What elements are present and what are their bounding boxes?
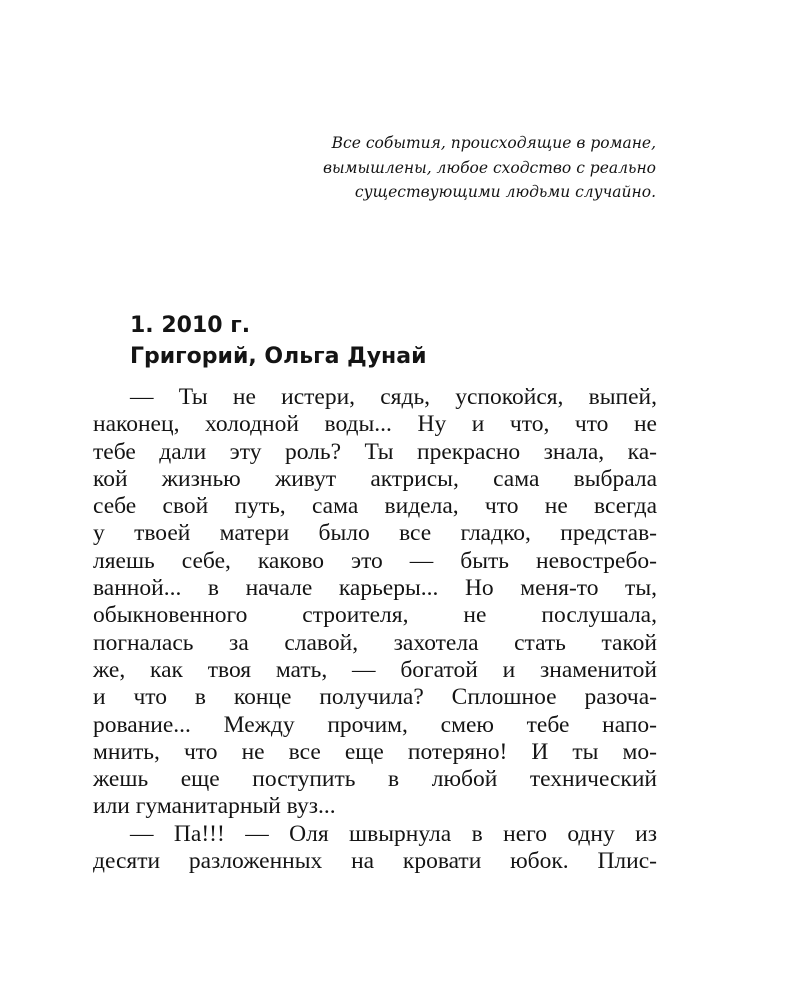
epigraph-line: существующими людьми случайно.	[354, 183, 656, 201]
text-line: же, как твоя мать, — богатой и знаменитой	[93, 656, 657, 683]
text-line: наконец, холодной воды... Ну и что, что не	[93, 411, 657, 438]
text-line: себе свой путь, сама видела, что не всегда	[93, 493, 657, 520]
text-line: обыкновенного строителя, не послушала,	[93, 602, 657, 629]
epigraph-line: Все события, происходящие в романе,	[331, 134, 656, 152]
text-line: — Ты не истери, сядь, успокойся, выпей,	[130, 384, 657, 410]
epigraph-line: вымышлены, любое сходство с реально	[323, 158, 656, 177]
text-line: ванной... в начале карьеры... Но меня-то ты,	[93, 575, 657, 602]
text-line: и что в конце получила? Сплошное разоча-	[93, 684, 657, 711]
text-line: у твоей матери было все гладко, представ-	[93, 520, 657, 547]
text-line: жешь еще поступить в любой технический	[93, 766, 657, 793]
body-text	[93, 384, 657, 875]
epigraph	[270, 131, 656, 205]
text-line: мнить, что не все еще потеряно! И ты мо-	[93, 738, 657, 765]
text-line: рование... Между прочим, смею тебе напо-	[93, 711, 657, 738]
text-line: или гуманитарный вуз...	[93, 793, 336, 820]
text-line: — Па!!! — Оля швырнула в него одну из	[130, 820, 657, 847]
text-line: тебе дали эту роль? Ты прекрасно знала, ка-	[93, 438, 657, 465]
text-line: ляешь себе, каково это — быть невостребо-	[93, 547, 657, 574]
chapter-characters: Григорий, Ольга Дунай	[130, 344, 427, 369]
chapter-heading	[130, 310, 670, 372]
chapter-number-year: 1. 2010 г.	[130, 313, 251, 338]
text-line: кой жизнью живут актрисы, сама выбрала	[93, 465, 657, 492]
text-line: десяти разложенных на кровати юбок. Плис-	[93, 848, 657, 875]
text-line: погналась за славой, захотела стать такой	[93, 629, 657, 656]
